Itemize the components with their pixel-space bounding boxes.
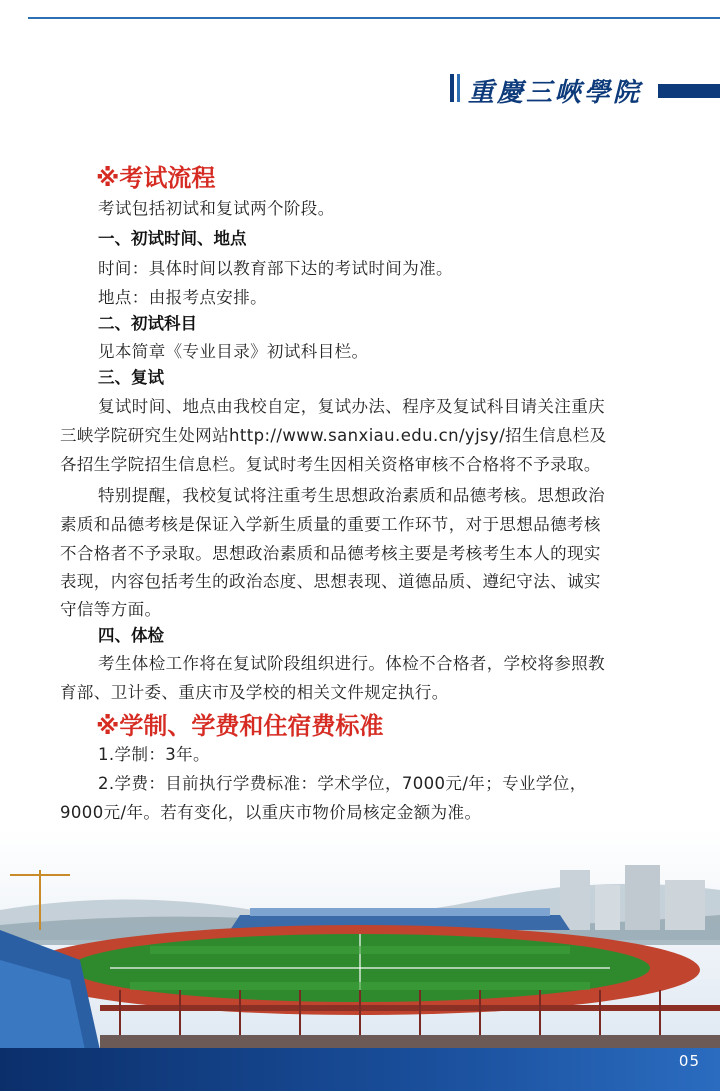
section-3-p2-line1: 特别提醒，我校复试将注重考生思想政治素质和品德考核。思想政治 [98, 486, 605, 505]
exam-intro: 考试包括初试和复试两个阶段。 [98, 199, 335, 218]
section-3-p2-line4: 表现，内容包括考生的政治态度、思想表现、道德品质、遵纪守法、诚实 [60, 572, 601, 591]
page-number: 05 [678, 1052, 700, 1070]
fees-line2: 2.学费：目前执行学费标准：学术学位，7000元/年；专业学位， [98, 774, 587, 793]
fees-title: ※学制、学费和住宿费标准 [96, 712, 384, 740]
section-3-p1-line2: 三峡学院研究生处网站http://www.sanxiau.edu.cn/yjsy/招生信息栏及 [60, 426, 607, 445]
section-4-line2: 育部、卫计委、重庆市及学校的相关文件规定执行。 [60, 683, 449, 702]
stadium-illustration [0, 830, 720, 1050]
section-3-title: 三、复试 [98, 368, 164, 387]
banner-tail [658, 84, 720, 98]
footer-bar [0, 1048, 720, 1091]
section-3-p2-line5: 守信等方面。 [60, 600, 162, 619]
section-2-text: 见本简章《专业目录》初试科目栏。 [98, 342, 369, 361]
section-1-time: 时间：具体时间以教育部下达的考试时间为准。 [98, 259, 453, 278]
section-2-title: 二、初试科目 [98, 314, 197, 333]
fees-line3: 9000元/年。若有变化，以重庆市物价局核定金额为准。 [60, 803, 482, 822]
section-3-p2-line2: 素质和品德考核是保证入学新生质量的重要工作环节，对于思想品德考核 [60, 515, 601, 534]
stadium-photo [0, 830, 720, 1050]
section-1-title: 一、初试时间、地点 [98, 229, 247, 248]
fees-line1: 1.学制：3年。 [98, 745, 210, 764]
section-3-p2-line3: 不合格者不予录取。思想政治素质和品德考核主要是考核考生本人的现实 [60, 544, 601, 563]
exam-process-title: ※考试流程 [96, 164, 216, 192]
banner-stripe [450, 74, 454, 102]
school-logo-banner [450, 70, 720, 106]
top-rule [28, 17, 720, 19]
section-1-place: 地点：由报考点安排。 [98, 288, 267, 307]
school-name-logo: 重慶三峽學院 [468, 78, 643, 108]
banner-stripe-light [457, 74, 460, 102]
section-3-p1-line3: 各招生学院招生信息栏。复试时考生因相关资格审核不合格将不予录取。 [60, 455, 601, 474]
section-4-title: 四、体检 [98, 626, 164, 645]
section-4-line1: 考生体检工作将在复试阶段组织进行。体检不合格者，学校将参照教 [98, 654, 605, 673]
section-3-p1-line1: 复试时间、地点由我校自定，复试办法、程序及复试科目请关注重庆 [98, 397, 605, 416]
